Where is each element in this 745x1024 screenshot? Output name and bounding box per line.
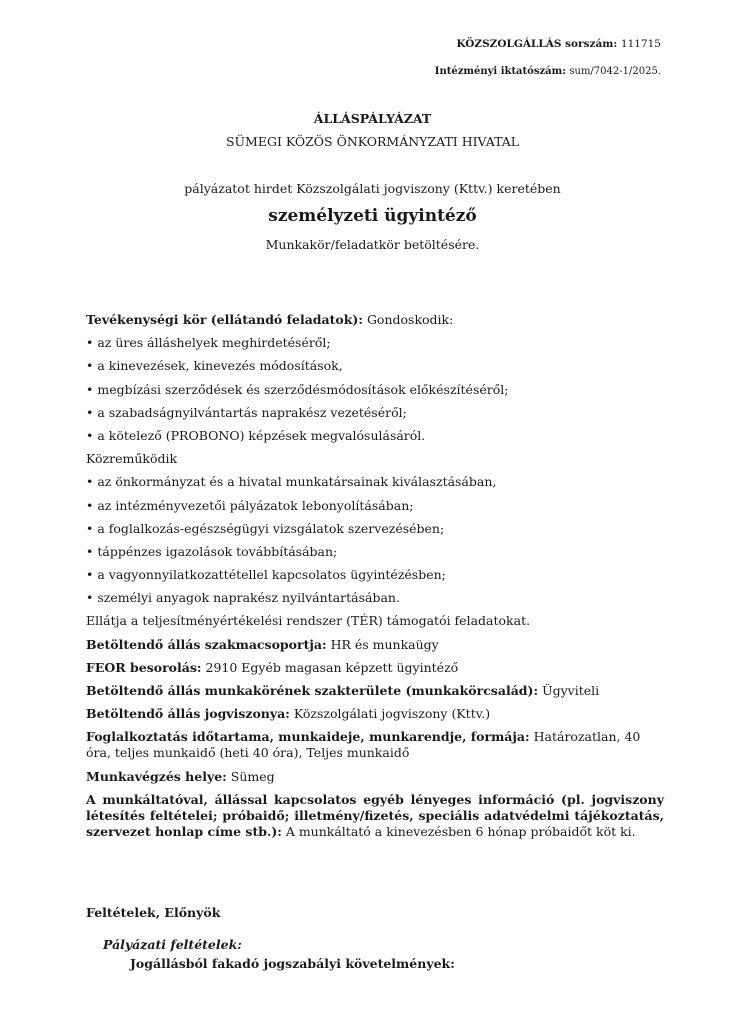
egyeb-value: A munkáltató a kinevezésben 6 hónap próbaidőt köt ki. bbox=[285, 823, 636, 839]
cooperation-heading: Közreműködik bbox=[86, 451, 178, 467]
duties-heading bbox=[86, 312, 664, 328]
hely-row bbox=[86, 769, 664, 785]
conditions-subheading: Pályázati feltételek: bbox=[103, 937, 242, 952]
szakterulet-value: Ügyviteli bbox=[542, 683, 600, 698]
cooperation-item: • az intézményvezetői pályázatok lebonyolításában; bbox=[86, 497, 414, 513]
duty-item: • megbízási szerződések és szerződésmódosítások előkészítéséről; bbox=[86, 381, 509, 397]
announcement-line: pályázatot hirdet Közszolgálati jogviszony (Kttv.) keretében bbox=[184, 181, 561, 196]
szakterulet-label: Betöltendő állás munkakörének szakterülete (munkakörcsalád): bbox=[86, 683, 539, 698]
jogviszony-value: Közszolgálati jogviszony (Kttv.) bbox=[293, 706, 491, 722]
cooperation-item: • táppénzes igazolások továbbításában; bbox=[86, 543, 338, 559]
idotartam-value: Határozatlan, 40 óra, teljes munkaidő (heti 40 óra), Teljes munkaidő bbox=[86, 729, 641, 761]
iktato-line bbox=[435, 66, 661, 77]
egyeb-row bbox=[86, 792, 664, 840]
duties-closing: Ellátja a teljesítményértékelési rendszer (TÉR) támogatói feladatokat. bbox=[86, 613, 531, 629]
conditions-heading: Feltételek, Előnyök bbox=[86, 905, 221, 920]
jogviszony-row bbox=[86, 706, 664, 722]
conditions-requirements-heading: Jogállásból fakadó jogszabályi követelmények: bbox=[130, 956, 455, 971]
sorszam-label: KÖZSZOLGÁLLÁS sorszám: bbox=[456, 38, 618, 50]
duties-label: Tevékenységi kör (ellátandó feladatok): bbox=[86, 312, 363, 327]
szakmacsoport-row bbox=[86, 637, 664, 653]
sorszam-value: 111715 bbox=[620, 38, 661, 50]
position-title: személyzeti ügyintéző bbox=[268, 206, 477, 226]
feor-row bbox=[86, 660, 664, 676]
purpose-line: Munkakör/feladatkör betöltésére. bbox=[265, 237, 480, 252]
cooperation-item: • az önkormányzat és a hivatal munkatársainak kiválasztásában, bbox=[86, 474, 497, 490]
feor-value: 2910 Egyéb magasan képzett ügyintéző bbox=[205, 659, 459, 675]
szakmacsoport-label: Betöltendő állás szakmacsoportja: bbox=[86, 636, 327, 652]
egyeb-label: A munkáltatóval, állással kapcsolatos egyéb lényeges információ (pl. jogviszony létesítés feltételei; próbaidő; illetmény/fizetés, speciális adatvédelmi tájékoztatás, szervezet honlap címe stb.): bbox=[86, 791, 664, 839]
szakmacsoport-value: HR és munkaügy bbox=[330, 636, 439, 652]
cooperation-item: • a vagyonnyilatkozattétellel kapcsolatos ügyintézésben; bbox=[86, 567, 446, 583]
cooperation-item: • a foglalkozás-egészségügyi vizsgálatok szervezésében; bbox=[86, 520, 445, 536]
duty-item: • a kötelező (PROBONO) képzések megvalósulásáról. bbox=[86, 427, 426, 443]
duty-item: • a szabadságnyilvántartás naprakész vezetéséről; bbox=[86, 404, 407, 420]
duty-item: • az üres álláshelyek meghirdetéséről; bbox=[86, 335, 331, 351]
hely-label: Munkavégzés helye: bbox=[86, 768, 227, 784]
sorszam-line bbox=[456, 38, 661, 50]
hely-value: Sümeg bbox=[230, 768, 275, 784]
idotartam-row bbox=[86, 729, 664, 761]
jogviszony-label: Betöltendő állás jogviszonya: bbox=[86, 706, 290, 722]
feor-label: FEOR besorolás: bbox=[86, 659, 202, 675]
duty-item: • a kinevezések, kinevezés módosítások, bbox=[86, 358, 343, 374]
cooperation-item: • személyi anyagok naprakész nyilvántartásában. bbox=[86, 590, 400, 606]
idotartam-label: Foglalkoztatás időtartama, munkaideje, munkarendje, formája: bbox=[86, 729, 530, 745]
document-title: ÁLLÁSPÁLYÁZAT bbox=[313, 111, 432, 126]
job-details bbox=[86, 312, 664, 847]
duties-intro: Gondoskodik: bbox=[366, 312, 454, 327]
szakterulet-row bbox=[86, 683, 664, 699]
iktato-value: sum/7042-1/2025. bbox=[569, 66, 661, 77]
organization-name: SÜMEGI KÖZÖS ÖNKORMÁNYZATI HIVATAL bbox=[225, 134, 520, 149]
iktato-label: Intézményi iktatószám: bbox=[434, 66, 566, 77]
